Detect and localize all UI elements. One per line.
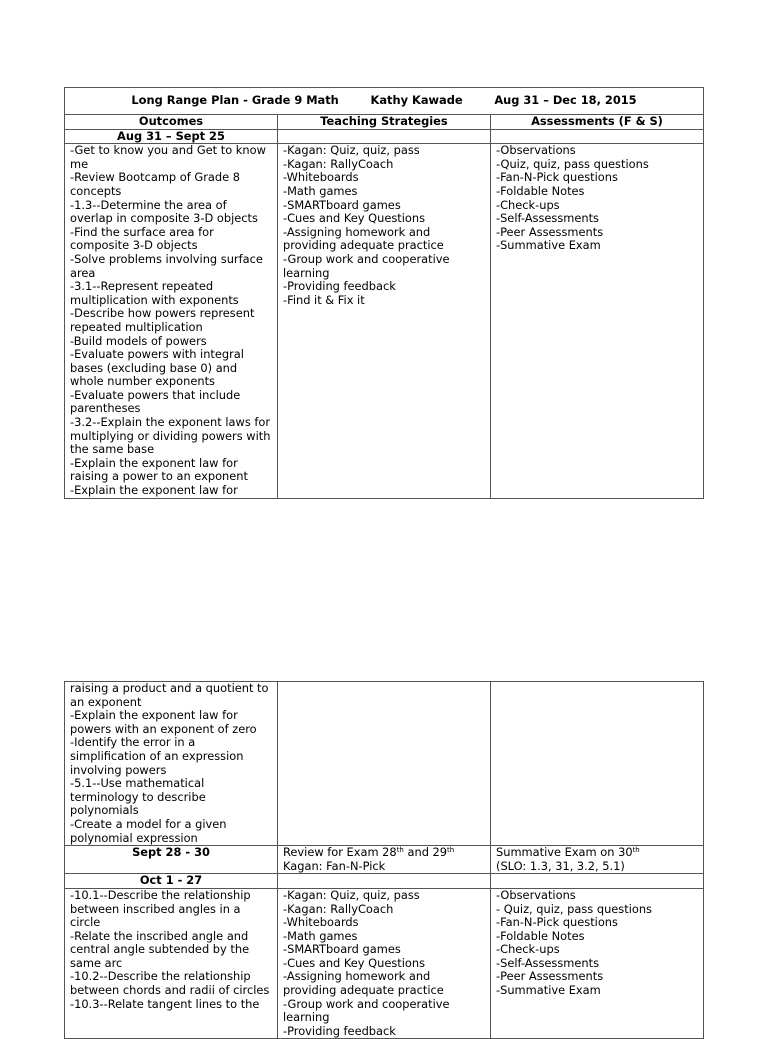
empty-cell xyxy=(491,682,704,846)
page-2-table-wrapper xyxy=(64,681,704,1039)
plan-title: Long Range Plan - Grade 9 Math xyxy=(131,93,339,108)
page-1-table-wrapper xyxy=(64,87,704,499)
period-label: Aug 31 – Sept 25 xyxy=(65,129,278,144)
period-row-2 xyxy=(65,846,704,874)
period-label: Sept 28 - 30 xyxy=(65,846,278,874)
column-header-row xyxy=(65,115,704,130)
summative-exam-cell: Summative Exam on 30th (SLO: 1.3, 31, 3.2, 5.1) xyxy=(491,846,704,874)
outcomes-cell: -10.1--Describe the relationship between inscribed angles in a circle -Relate the inscribed angle and central angle subtended by the same arc -10.2--Describe the relationship between chords and radii of circles -10.3--Relate tangent lines to the xyxy=(65,888,278,1039)
strategies-header: Teaching Strategies xyxy=(277,115,490,130)
assessments-header: Assessments (F & S) xyxy=(490,115,703,130)
assessments-cell: -Observations -Quiz, quiz, pass questions -Fan-N-Pick questions -Foldable Notes -Check-ups -Self-Assessments -Peer Assessments -Summative Exam xyxy=(490,144,703,498)
empty-cell xyxy=(277,129,490,144)
title-cell xyxy=(65,88,704,115)
title-row xyxy=(65,88,704,115)
empty-cell xyxy=(491,874,704,889)
period-row-1 xyxy=(65,129,704,144)
plan-table-page-1 xyxy=(64,87,704,499)
assessments-cell: -Observations - Quiz, quiz, pass questions -Fan-N-Pick questions -Foldable Notes -Check-ups -Self-Assessments -Peer Assessments -Summative Exam xyxy=(491,888,704,1039)
empty-cell xyxy=(278,682,491,846)
content-row-1-continued xyxy=(65,682,704,846)
period-row-3 xyxy=(65,874,704,889)
plan-table-page-2 xyxy=(64,681,704,1039)
outcomes-cell-continued: raising a product and a quotient to an exponent -Explain the exponent law for powers with an exponent of zero -Identify the error in a simplification of an expression involving powers -5.1--Use mathematical terminology to describe polynomials -Create a model for a given polynomial expression xyxy=(65,682,278,846)
strategies-cell: -Kagan: Quiz, quiz, pass -Kagan: RallyCoach -Whiteboards -Math games -SMARTboard games -Cues and Key Questions -Assigning homework and providing adequate practice -Group work and cooperative learning -Providing feedback -Find it & Fix it xyxy=(277,144,490,498)
date-range: Aug 31 – Dec 18, 2015 xyxy=(494,93,637,108)
content-row-3 xyxy=(65,888,704,1039)
teacher-name: Kathy Kawade xyxy=(370,93,463,108)
empty-cell xyxy=(278,874,491,889)
empty-cell xyxy=(490,129,703,144)
strategies-cell: -Kagan: Quiz, quiz, pass -Kagan: RallyCoach -Whiteboards -Math games -SMARTboard games -Cues and Key Questions -Assigning homework and providing adequate practice -Group work and cooperative learning -Providing feedback xyxy=(278,888,491,1039)
outcomes-cell: -Get to know you and Get to know me -Review Bootcamp of Grade 8 concepts -1.3--Determine the area of overlap in composite 3-D objects -Find the surface area for composite 3-D objects -Solve problems involving surface area -3.1--Represent repeated multiplication with exponents -Describe how powers represent repeated multiplication -Build models of powers -Evaluate powers with integral bases (excluding base 0) and whole number exponents -Evaluate powers that include parentheses -3.2--Explain the exponent laws for multiplying or dividing powers with the same base -Explain the exponent law for raising a power to an exponent -Explain the exponent law for xyxy=(65,144,278,498)
period-label: Oct 1 - 27 xyxy=(65,874,278,889)
content-row-1 xyxy=(65,144,704,498)
review-strategies-cell: Review for Exam 28th and 29th Kagan: Fan-N-Pick xyxy=(278,846,491,874)
outcomes-header: Outcomes xyxy=(65,115,278,130)
